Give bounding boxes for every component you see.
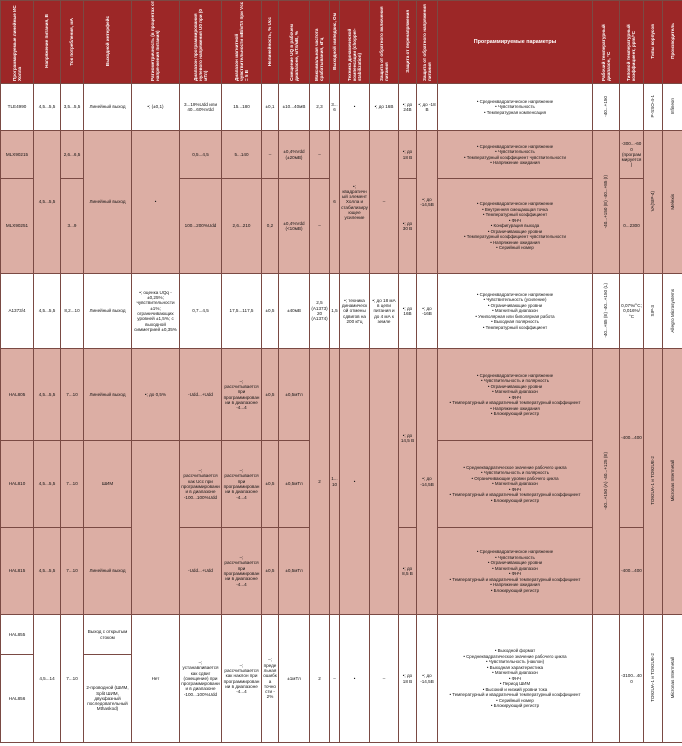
table-cell: Линейный выход: [84, 528, 132, 615]
table-cell: ±0,5: [262, 349, 279, 441]
table-cell: ±0,5мТл: [279, 441, 310, 528]
model-cell: TLE4990: [1, 84, 34, 131]
param-item: • Магнитный диапазон: [439, 566, 591, 572]
table-cell: 2,5 (A1373) 20 (A1374): [310, 274, 330, 349]
param-item: • Магнитный диапазон: [439, 389, 591, 395]
param-item: • Температурный и квадратичный температурный коэффициент: [439, 492, 591, 498]
param-item: • Температурный коэффициент: [439, 325, 591, 331]
table-cell: 5...140: [222, 131, 262, 179]
model-cell: HAL856: [1, 655, 34, 743]
table-cell: [644, 349, 663, 615]
table-cell: 4,5...5,5: [34, 528, 61, 615]
header-label: Смещение UQ в рабочем диапазоне, мТл/мВ, %: [288, 24, 299, 82]
table-cell: [663, 131, 682, 274]
param-item: • Напряжение ожидания: [439, 406, 591, 412]
table-cell: 17,5...117,5: [222, 274, 262, 349]
table-cell: [663, 84, 682, 131]
params-cell: [438, 528, 593, 615]
param-item: • Среднеквадратическое напряжение: [439, 144, 591, 150]
param-item: • Температурный и квадратичный температурный коэффициент: [439, 692, 591, 698]
table-row: [1, 274, 682, 349]
table-cell: -400...400: [620, 349, 644, 528]
model-cell: HAL805: [1, 349, 34, 441]
header-cell: [132, 1, 180, 84]
table-cell: 3...6: [330, 84, 340, 131]
table-cell: ±0,4%Vdd (±20мВ): [279, 131, 310, 179]
header-cell: [644, 1, 663, 84]
param-item: • Серийный номер: [439, 245, 591, 251]
header-cell: [279, 1, 310, 84]
param-item: • Высокий и низкий уровни тока: [439, 687, 591, 693]
temp-label: -40...+85 (E) -40...+150 (L): [603, 283, 609, 338]
table-cell: 4,5...5,5: [34, 131, 61, 274]
package-label: TO92UA-1 и TO92UE-2: [650, 653, 656, 703]
table-cell: Линейный выход: [84, 84, 132, 131]
header-label: Программируемые линейные ИС Холла: [11, 5, 22, 82]
table-cell: 2,6...6,5: [61, 131, 84, 179]
table-cell: -3100...400: [620, 615, 644, 743]
table-cell: •; до 18 В: [399, 615, 417, 743]
table-cell: •; техника динамической отмены сдвигов на 200 кГц: [340, 274, 370, 349]
table-cell: 8,2...10: [61, 274, 84, 349]
table-cell: 4,5...5,5: [34, 84, 61, 131]
table-cell: 4,5...5,5: [34, 274, 61, 349]
param-item: • Блокирующий регистр: [439, 411, 591, 417]
table-cell: [593, 131, 620, 274]
param-item: • Ограничивающие уровни: [439, 560, 591, 566]
table-cell: –: [262, 131, 279, 179]
table-cell: ±1мТл: [279, 615, 310, 743]
model-cell: HAL815: [1, 528, 34, 615]
table-cell: 3,5...5,5: [61, 84, 84, 131]
param-item: • ФНЧ: [439, 218, 591, 224]
table-cell: 2: [310, 349, 330, 615]
table-cell: •; до 16В: [370, 84, 399, 131]
header-cell: [84, 1, 132, 84]
table-cell: •: [340, 84, 370, 131]
table-cell: –; рассчитывается при программировании в диапазоне -4...4: [222, 349, 262, 441]
params-cell: [438, 349, 593, 441]
table-cell: 4,5...14: [34, 615, 61, 743]
header-label: Нелинейность, % Ucc: [267, 16, 273, 66]
params-cell: [438, 441, 593, 528]
table-cell: [593, 84, 620, 131]
table-cell: 100...200%Udd: [180, 179, 222, 274]
param-item: • ФНЧ: [439, 487, 591, 493]
table-cell: •; до -14,5В: [417, 615, 438, 743]
table-cell: 2-проводной (ШИМ, Split ШИМ, двухфазный последовательный Mthaskod): [84, 655, 132, 743]
table-cell: –: [370, 131, 399, 274]
param-item: • Конфигурация выхода: [439, 223, 591, 229]
table-cell: •; до 0,5%: [132, 349, 180, 441]
param-item: • Среднеквадратическое значение рабочего цикла: [439, 654, 591, 660]
table-cell: Выход с открытым стоком: [84, 615, 132, 655]
table-cell: –; рассчитывается как наклон при программировании в диапазоне -4...4: [222, 615, 262, 743]
table-cell: 4,5...5,5: [34, 349, 61, 441]
params-cell: [438, 84, 593, 131]
package-label: SIP-3: [650, 304, 656, 317]
param-item: • Среднеквадратическое значение рабочего цикла: [439, 465, 591, 471]
param-item: • Магнитный диапазон: [439, 481, 591, 487]
header-cell: [180, 1, 222, 84]
header-cell: [417, 1, 438, 84]
temp-label: -40...+150 (E) -40...+85 (I): [603, 174, 609, 229]
maker-label: Micronas Intermetall: [669, 460, 675, 502]
param-item: • Выходная характеристика: [439, 665, 591, 671]
param-item: • Температурный коэффициент чувствительности: [439, 234, 591, 240]
table-cell: ±0,4%Vdd (<10мВ): [279, 179, 310, 274]
params-cell: [438, 131, 593, 179]
table-cell: 2,6...210: [222, 179, 262, 274]
param-item: • ФНЧ: [439, 571, 591, 577]
table-cell: –: [310, 131, 330, 179]
table-cell: ±10...40мВ: [279, 84, 310, 131]
package-label: VA(SIP-4): [650, 191, 656, 212]
table-cell: [663, 349, 682, 615]
table-row: [1, 84, 682, 131]
table-cell: [663, 615, 682, 743]
table-cell: 15...180: [222, 84, 262, 131]
table-cell: •; квадратичный элемент Холла и стабилизирующее усиление: [340, 131, 370, 274]
header-label: Максимальная частота срабатывания, кГц: [314, 28, 325, 82]
params-cell: [438, 179, 593, 274]
table-cell: 1...10: [330, 349, 340, 615]
header-cell: [340, 1, 370, 84]
maker-label: Infineon: [669, 98, 675, 115]
table-cell: •; оценка UQq - ±0,25%; чувствительности ±1%; ограничивающих уровней ±1,5%; с выходной симметрией ±0,35%: [132, 274, 180, 349]
table-cell: •; до 14,5 В: [399, 349, 417, 528]
table-cell: ±40мВ: [279, 274, 310, 349]
param-item: • Напряжение ожидания: [439, 582, 591, 588]
table-cell: [644, 84, 663, 131]
param-item: • Внутренняя смещающая точка: [439, 207, 591, 213]
table-cell: ±0,5: [262, 274, 279, 349]
header-cell: [61, 1, 84, 84]
param-item: • Чувствительность и полярность: [439, 470, 591, 476]
header-label: Типовой температурный коэффициент, ppm/°С: [626, 24, 637, 82]
table-cell: •: [340, 349, 370, 615]
param-item: • Температурный коэффициент чувствительности: [439, 155, 591, 161]
table-cell: [593, 615, 620, 743]
param-item: • Униполярная или биполярная работа: [439, 314, 591, 320]
param-item: • Блокирующий регистр: [439, 498, 591, 504]
header-label: Ратиометричность (в процентах от напря-жения питания): [150, 1, 161, 82]
header-label: Защита от перенапряжения: [404, 10, 410, 73]
table-cell: •; до -14,5В: [417, 131, 438, 274]
header-cell: [330, 1, 340, 84]
param-item: • Температурная компенсация: [439, 110, 591, 116]
table-cell: •: [132, 131, 180, 274]
table-cell: [663, 274, 682, 349]
table-cell: ±0,1: [262, 84, 279, 131]
package-label: TO92UA-1 и TO92UE-2: [650, 456, 656, 506]
model-cell: MLX90215: [1, 131, 34, 179]
table-cell: Линейный выход: [84, 349, 132, 441]
param-item: • Ограничивающие уровни: [439, 229, 591, 235]
header-label: Техника динамической компенсации (chopper-stabilization): [346, 28, 363, 82]
header-row: [1, 1, 682, 84]
table-cell: •; до -16В: [417, 274, 438, 349]
header-label: Напряжение питания, В: [44, 14, 50, 69]
table-cell: 0...2300: [620, 179, 644, 274]
header-cell: [663, 1, 682, 84]
header-label: Защита от обратного напряжения питания: [421, 4, 432, 82]
param-item: • Выходная полярность: [439, 319, 591, 325]
table-cell: •; до 16В: [399, 274, 417, 349]
table-cell: 4,5...5,5: [34, 441, 61, 528]
param-item: • Температурный и квадратичный температурный коэффициент: [439, 577, 591, 583]
table-cell: 3...19%Udd или 40...60%Vdd: [180, 84, 222, 131]
model-cell: HAL855: [1, 615, 34, 655]
table-cell: –; предельная ошибка точности - 2%: [262, 615, 279, 743]
param-item: • Среднеквадратическое напряжение: [439, 201, 591, 207]
table-cell: Линейный выход: [84, 274, 132, 349]
table-cell: -300...-600 (программируется): [620, 131, 644, 179]
header-cell: [620, 1, 644, 84]
table-cell: •; до 24В: [399, 84, 417, 131]
header-label: Выходной интерфейс: [104, 16, 110, 67]
table-cell: 2: [310, 615, 330, 743]
model-cell: MLX90251: [1, 179, 34, 274]
table-cell: [593, 349, 620, 615]
header-label: Ток потребления, мА: [69, 17, 75, 66]
table-cell: [370, 349, 399, 615]
table-cell: 3...9: [61, 179, 84, 274]
table-cell: 2,3: [310, 84, 330, 131]
param-item: • Блокирующий регистр: [439, 588, 591, 594]
param-item: • Чувствительность и полярность: [439, 378, 591, 384]
table-cell: 7...10: [61, 528, 84, 615]
model-cell: HAL810: [1, 441, 34, 528]
table-cell: –: [370, 615, 399, 743]
header-cell-params: [438, 1, 593, 84]
param-item: • Ограничивающие уровни рабочего цикла: [439, 476, 591, 482]
header-cell: [593, 1, 620, 84]
maker-label: Micronas Intermetall: [669, 657, 675, 699]
params-cell: [438, 615, 593, 743]
param-item: • Температурный и квадратичный температурный коэффициент: [439, 400, 591, 406]
table-cell: [644, 131, 663, 274]
table-cell: –: [310, 179, 330, 274]
param-item: • Выходной формат: [439, 648, 591, 654]
header-label: Программируемые параметры: [473, 38, 557, 45]
table-cell: –; рассчитывается при программировании в диапазоне -4...4: [222, 441, 262, 528]
table-cell: ШИМ: [84, 441, 132, 528]
param-item: • Ограничивающие уровни: [439, 303, 591, 309]
table-cell: –; устанавливается как сдвиг (смещение) при программировании в диапазоне -100...100%Udd: [180, 615, 222, 743]
table-cell: 1,5: [330, 274, 340, 349]
table-cell: [644, 615, 663, 743]
temp-label: -40...+150: [603, 95, 609, 117]
param-item: • Чувствительность: [439, 149, 591, 155]
table-cell: -400...400: [620, 528, 644, 615]
param-item: • ФНЧ: [439, 395, 591, 401]
header-label: Производитель: [669, 23, 675, 60]
param-item: • Магнитный диапазон: [439, 670, 591, 676]
table-cell: -Udd...+Udd: [180, 349, 222, 441]
table-cell: •; (±0,1): [132, 84, 180, 131]
table-row: [1, 349, 682, 441]
table-cell: –; рассчитывается как Ucc при программировании в диапазоне -100...100%Udd: [180, 441, 222, 528]
param-item: • ФНЧ: [439, 676, 591, 682]
package-label: P-SSO-4-1: [650, 95, 656, 118]
param-item: • Чувствительность (усиление): [439, 297, 591, 303]
table-cell: ±0,5: [262, 441, 279, 528]
param-item: • Среднеквадратическое напряжение: [439, 99, 591, 105]
table-cell: 0,2: [262, 179, 279, 274]
model-cell: A1373/4: [1, 274, 34, 349]
param-item: • Чувствительность: [439, 555, 591, 561]
param-item: • Серийный номер: [439, 698, 591, 704]
table-cell: Нет: [132, 615, 180, 743]
table-cell: •; до 8,5 В: [399, 528, 417, 615]
header-cell: [262, 1, 279, 84]
param-item: • Чувствительность (наклон): [439, 659, 591, 665]
table-cell: 7...10: [61, 349, 84, 441]
param-item: • Среднеквадратическое напряжение: [439, 292, 591, 298]
table-cell: –: [330, 615, 340, 743]
param-item: • Магнитный диапазон: [439, 308, 591, 314]
header-label: Диапазон магнитной чувствительности мВ/мТл при Vcc = 5 В: [233, 2, 250, 82]
param-item: • Температурный коэффициент: [439, 212, 591, 218]
table-cell: •; до 18 В: [399, 131, 417, 179]
header-cell: [222, 1, 262, 84]
table-cell: [644, 274, 663, 349]
table-cell: 0,7...4,5: [180, 274, 222, 349]
maker-label: Melexis: [669, 193, 675, 210]
table-cell: ±0,5мТл: [279, 528, 310, 615]
table-cell: 7...10: [61, 441, 84, 528]
table-cell: -Udd...+Udd: [180, 528, 222, 615]
header-label: Выходной импеданс, Ом: [331, 12, 337, 70]
header-label: Типы корпусов: [650, 24, 656, 59]
table-cell: 0,5...4,5: [180, 131, 222, 179]
params-cell: [438, 274, 593, 349]
temp-label: -40...+150 (A) -40...+125 (E): [603, 452, 609, 510]
table-cell: •; до -18 В: [417, 84, 438, 131]
table-cell: •; до 18 мА в цепи питания и до 4 мА к земле: [370, 274, 399, 349]
table-cell: –; рассчитывается при программировании в диапазоне -4...4: [222, 528, 262, 615]
header-label: Рабочий температурный диапазон, °С: [600, 24, 611, 82]
header-cell: [399, 1, 417, 84]
param-item: • Среднеквадратическое напряжение: [439, 549, 591, 555]
param-item: • Напряжение ожидания: [439, 160, 591, 166]
table-cell: 0,07%/°C; 0,016%/°C: [620, 274, 644, 349]
table-cell: •: [340, 615, 370, 743]
param-item: • Среднеквадратическое напряжение: [439, 373, 591, 379]
table-cell: 6: [330, 131, 340, 274]
header-cell: [1, 1, 34, 84]
table-cell: ±0,5: [262, 528, 279, 615]
header-cell: [310, 1, 330, 84]
table-cell: •; до 30 В: [399, 179, 417, 274]
header-label: Диапазон программирования нулевого напряжения U0 при (0 мТл): [192, 9, 209, 82]
table-cell: [620, 84, 644, 131]
param-item: • Напряжение ожидания: [439, 240, 591, 246]
header-cell: [34, 1, 61, 84]
param-item: • Блокирующий регистр: [439, 703, 591, 709]
param-item: • Период ШИМ: [439, 681, 591, 687]
param-item: • Чувствительность: [439, 104, 591, 110]
maker-label: Allegro Microsystems: [669, 288, 675, 333]
table-cell: •; до -14,5В: [417, 349, 438, 615]
param-item: • Ограничивающие уровни: [439, 384, 591, 390]
header-label: Защита от обратного включения питания: [378, 6, 389, 82]
table-cell: [593, 274, 620, 349]
table-cell: [132, 441, 180, 615]
table-row: [1, 131, 682, 179]
header-cell: [370, 1, 399, 84]
table-cell: Линейный выход: [84, 131, 132, 274]
table-row: [1, 615, 682, 655]
table-cell: ±0,5мТл: [279, 349, 310, 441]
table-cell: 7...10: [61, 615, 84, 743]
